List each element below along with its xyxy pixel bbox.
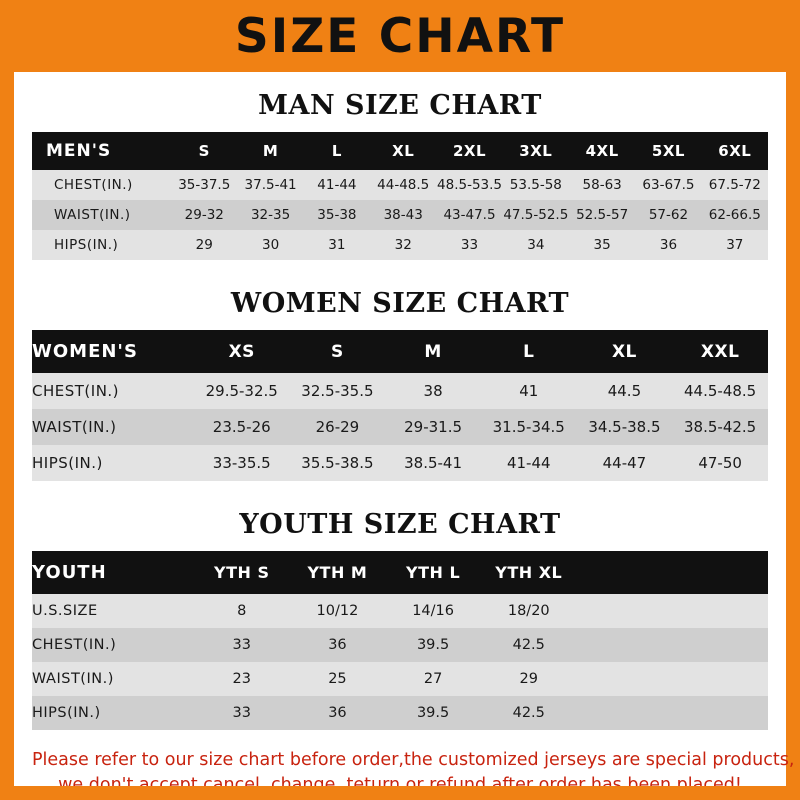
man-col-4: 2XL (436, 132, 502, 170)
man-cell: 58-63 (569, 170, 635, 200)
women-cell: 41-44 (481, 445, 577, 481)
women-cell: 32.5-35.5 (290, 373, 386, 409)
women-cell: 47-50 (672, 445, 768, 481)
man-size-table (32, 132, 768, 260)
women-cell: 31.5-34.5 (481, 409, 577, 445)
table-row (32, 373, 768, 409)
youth-col-0: YTH S (194, 551, 290, 594)
man-cell: 38-43 (370, 200, 436, 230)
man-cell: 34 (503, 230, 569, 260)
youth-cell: 29 (481, 662, 577, 696)
content-area (14, 90, 795, 799)
youth-cell: 10/12 (290, 594, 386, 628)
women-cell: 29-31.5 (385, 409, 481, 445)
youth-cell (577, 662, 673, 696)
youth-col-5 (672, 551, 768, 594)
table-header-row (32, 330, 768, 373)
women-section-title: WOMEN SIZE CHART (230, 288, 570, 319)
youth-row3-label: HIPS(IN.) (32, 696, 194, 730)
man-cell: 35-38 (304, 200, 370, 230)
women-cell: 23.5-26 (194, 409, 290, 445)
youth-col-3: YTH XL (481, 551, 577, 594)
man-cell: 29 (171, 230, 237, 260)
table-row (32, 662, 768, 696)
man-col-0: S (171, 132, 237, 170)
youth-table-head (32, 551, 768, 594)
man-row0-label: CHEST(IN.) (32, 170, 171, 200)
man-header-label: MEN'S (32, 132, 171, 170)
man-cell: 36 (635, 230, 701, 260)
man-cell: 37.5-41 (237, 170, 303, 200)
women-cell: 41 (481, 373, 577, 409)
table-row (32, 594, 768, 628)
footer-band (0, 786, 800, 800)
youth-cell: 36 (290, 696, 386, 730)
table-row (32, 445, 768, 481)
man-cell: 44-48.5 (370, 170, 436, 200)
youth-cell: 8 (194, 594, 290, 628)
youth-cell: 42.5 (481, 696, 577, 730)
women-header-label: WOMEN'S (32, 330, 194, 373)
man-cell: 43-47.5 (436, 200, 502, 230)
youth-col-4 (577, 551, 673, 594)
table-row (32, 696, 768, 730)
women-col-3: L (481, 330, 577, 373)
table-row (32, 200, 768, 230)
man-section-title: MAN SIZE CHART (258, 90, 542, 121)
youth-cell (577, 696, 673, 730)
youth-cell (672, 628, 768, 662)
man-cell: 31 (304, 230, 370, 260)
women-cell: 29.5-32.5 (194, 373, 290, 409)
header-band (0, 0, 800, 72)
women-cell: 38.5-41 (385, 445, 481, 481)
women-col-2: M (385, 330, 481, 373)
women-col-5: XXL (672, 330, 768, 373)
youth-row0-label: U.S.SIZE (32, 594, 194, 628)
man-cell: 37 (702, 230, 768, 260)
man-cell: 67.5-72 (702, 170, 768, 200)
man-cell: 57-62 (635, 200, 701, 230)
youth-cell: 36 (290, 628, 386, 662)
man-cell: 33 (436, 230, 502, 260)
women-size-table (32, 330, 768, 481)
women-row2-label: HIPS(IN.) (32, 445, 194, 481)
table-row (32, 409, 768, 445)
man-col-8: 6XL (702, 132, 768, 170)
women-table-body (32, 373, 768, 481)
page-title: SIZE CHART (234, 8, 566, 64)
women-cell: 38 (385, 373, 481, 409)
women-cell: 44-47 (577, 445, 673, 481)
man-col-1: M (237, 132, 303, 170)
women-cell: 38.5-42.5 (672, 409, 768, 445)
youth-cell: 39.5 (385, 628, 481, 662)
women-cell: 34.5-38.5 (577, 409, 673, 445)
women-cell: 26-29 (290, 409, 386, 445)
youth-header-label: YOUTH (32, 551, 194, 594)
table-header-row (32, 132, 768, 170)
table-header-row (32, 551, 768, 594)
youth-cell (577, 628, 673, 662)
man-col-6: 4XL (569, 132, 635, 170)
youth-cell: 14/16 (385, 594, 481, 628)
man-col-3: XL (370, 132, 436, 170)
women-row1-label: WAIST(IN.) (32, 409, 194, 445)
note-line-1: Please refer to our size chart before order,the customized jerseys are special products, (32, 750, 795, 770)
youth-cell: 42.5 (481, 628, 577, 662)
man-cell: 32-35 (237, 200, 303, 230)
youth-cell (672, 594, 768, 628)
women-cell: 44.5-48.5 (672, 373, 768, 409)
youth-col-2: YTH L (385, 551, 481, 594)
women-col-4: XL (577, 330, 673, 373)
women-cell: 33-35.5 (194, 445, 290, 481)
man-cell: 32 (370, 230, 436, 260)
youth-cell: 33 (194, 628, 290, 662)
youth-section-title: YOUTH SIZE CHART (239, 509, 561, 540)
women-col-0: XS (194, 330, 290, 373)
youth-cell (577, 594, 673, 628)
youth-cell: 18/20 (481, 594, 577, 628)
man-cell: 63-67.5 (635, 170, 701, 200)
women-table-head (32, 330, 768, 373)
man-row2-label: HIPS(IN.) (32, 230, 171, 260)
youth-cell: 23 (194, 662, 290, 696)
table-row (32, 230, 768, 260)
man-cell: 30 (237, 230, 303, 260)
youth-row1-label: CHEST(IN.) (32, 628, 194, 662)
man-table-body (32, 170, 768, 260)
women-cell: 35.5-38.5 (290, 445, 386, 481)
man-cell: 35-37.5 (171, 170, 237, 200)
man-cell: 41-44 (304, 170, 370, 200)
man-cell: 48.5-53.5 (436, 170, 502, 200)
women-cell: 44.5 (577, 373, 673, 409)
man-col-7: 5XL (635, 132, 701, 170)
youth-cell: 25 (290, 662, 386, 696)
man-cell: 47.5-52.5 (503, 200, 569, 230)
youth-cell (672, 662, 768, 696)
youth-cell (672, 696, 768, 730)
women-col-1: S (290, 330, 386, 373)
man-col-2: L (304, 132, 370, 170)
table-row (32, 628, 768, 662)
man-col-5: 3XL (503, 132, 569, 170)
women-row0-label: CHEST(IN.) (32, 373, 194, 409)
man-cell: 29-32 (171, 200, 237, 230)
man-cell: 35 (569, 230, 635, 260)
youth-cell: 39.5 (385, 696, 481, 730)
table-row (32, 170, 768, 200)
youth-col-1: YTH M (290, 551, 386, 594)
man-table-head (32, 132, 768, 170)
youth-row2-label: WAIST(IN.) (32, 662, 194, 696)
youth-cell: 27 (385, 662, 481, 696)
man-row1-label: WAIST(IN.) (32, 200, 171, 230)
youth-size-table (32, 551, 768, 730)
man-cell: 52.5-57 (569, 200, 635, 230)
man-cell: 62-66.5 (702, 200, 768, 230)
man-cell: 53.5-58 (503, 170, 569, 200)
youth-cell: 33 (194, 696, 290, 730)
youth-table-body (32, 594, 768, 730)
